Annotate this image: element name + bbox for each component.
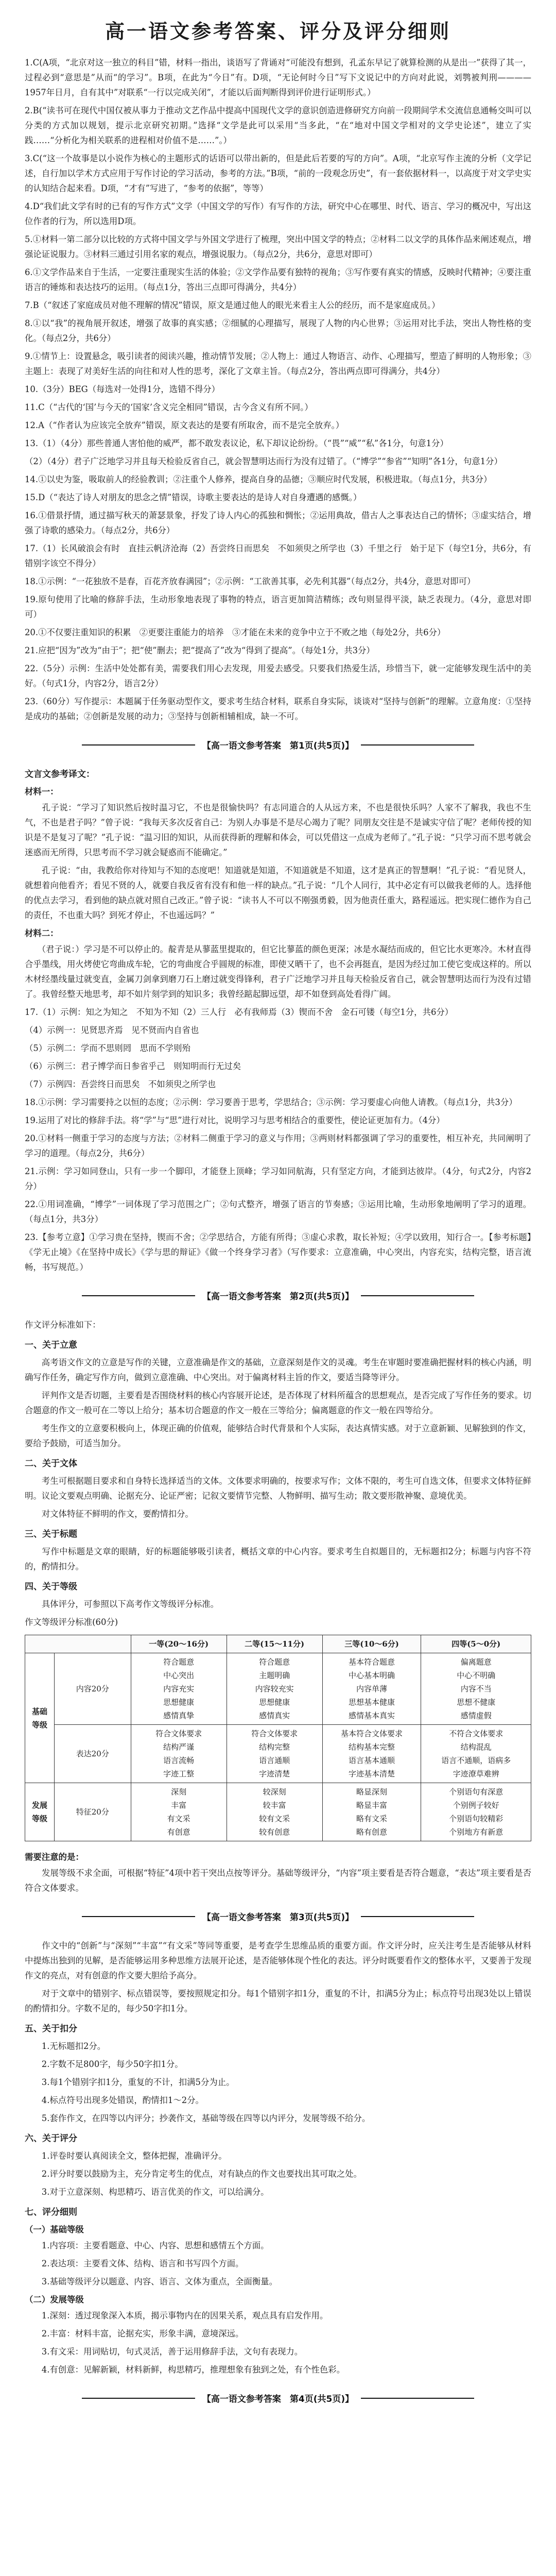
grade-sub-cell: 表达20分 xyxy=(55,1725,131,1783)
grade-criteria-cell xyxy=(322,1653,421,1725)
paragraph: 18.①示例：学习需要持之以恒的态度；②示例：学习要善于思考，学思结合；③示例：学习要虚心向他人请教。（每点1分，共3分） xyxy=(25,1097,517,1107)
section-heading-theme: 一、关于立意 xyxy=(25,1340,77,1350)
paragraph: 4.D“我们此文学有时的已有的写作方式”文学（中国文学的写作）有写作的方法，研究中心在哪里、时代、语言、学习的概况中，写出这位作者的行为，所以选用D项。 xyxy=(25,201,531,226)
paragraph: 2.表达项：主要看文体、结构、语言和书写四个方面。 xyxy=(25,2259,244,2268)
criteria-line: 较有文采 xyxy=(259,1814,290,1823)
criteria-line: 感情真挚 xyxy=(163,1711,195,1720)
paragraph: 1.深刻：透过现象深入本质，揭示事物内在的因果关系，观点具有启发作用。 xyxy=(25,2311,328,2320)
paragraph: 20.①材料一侧重于学习的态度与方法；②材料二侧重于学习的意义与作用；③两则材料都强调了学习的重要性，相互补充，共同阐明了学习的道理。（每点2分，共6分） xyxy=(25,1133,531,1158)
criteria-line: 字迹潦草难辨 xyxy=(453,1769,499,1778)
criteria-line: 略有创意 xyxy=(356,1827,388,1837)
paragraph: 3.有文采：用词贴切，句式灵活，善于运用修辞手法，文句有表现力。 xyxy=(25,2347,303,2357)
answers-section-3 xyxy=(25,1317,531,1895)
paragraph: 5.①材料一第二部分以比较的方式将中国文学与外国文学进行了梳理，突出中国文学的特点；②材料二以文学的具体作品来阐述观点，增强论证说服力。③材料三通过引用名家的观点，增强说服力。（每点2分，共6分，意思对即可） xyxy=(25,234,531,259)
table-body xyxy=(25,1653,531,1841)
paragraph: 18.①示例：“一花独放不是春，百花齐放春满园”；②示例：“工欲善其事，必先利其器”（每点2分，共4分，意思对即可） xyxy=(25,577,476,586)
criteria-line: 不符合文体要求 xyxy=(449,1729,503,1738)
section-heading-deduction: 五、关于扣分 xyxy=(25,2024,77,2034)
criteria-line: 语言不通顺，语病多 xyxy=(441,1756,511,1765)
table-row xyxy=(25,1783,531,1841)
paragraph: （君子说：）学习是不可以停止的。靛青是从蓼蓝里提取的，但它比蓼蓝的颜色更深；冰是水凝结而成的，但它比水更寒冷。木材直得合乎墨线，用火烤使它弯曲成车轮，它的弯曲度合乎圆规的标准，即使又晒干了，也不会再挺直，是因为经过加工使它变成这样的。所以木材经墨线量过就变直，金属刀剑拿到磨刀石上磨过就变得锋利，君子广泛地学习并且每天检验反省自己，就会智慧明达而行为没有过错了。我曾经整天地思考，却不如片刻学到的知识多；我曾经踮起脚远望，却不如登到高处看得广阔。 xyxy=(25,944,531,999)
paragraph: 4.有创意：见解新颖，材料新鲜，构思精巧，推理想象有独到之处，有个性色彩。 xyxy=(25,2365,345,2375)
material-one-text xyxy=(25,800,531,923)
criteria-line: 中心不明确 xyxy=(457,1671,496,1680)
criteria-line: 较丰富 xyxy=(263,1801,286,1810)
paragraph: 19.运用了对比的修辞手法。将“学”与“思”进行对比，说明学习与思考相结合的重要性，使论证更加有力。（4分） xyxy=(25,1115,445,1125)
criteria-line: 感情真实 xyxy=(259,1711,290,1720)
criteria-line: 略有文采 xyxy=(356,1814,388,1823)
paragraph: 7.B（“叙述了家庭成员对他不理解的情况”错误，原文是通过他人的眼光来看主人公的经历，而不是家庭成员。） xyxy=(25,300,440,310)
paragraph: 20.①不仅要注重知识的积累 ②更要注重能力的培养 ③才能在未来的竞争中立于不败之地（每处2分，共6分） xyxy=(25,628,446,637)
paragraph: 考生可根据题目要求和自身特长选择适当的文体。文体要求明确的，按要求写作；文体不限的，考生可自选文体，但要求文体特征鲜明。议论文要观点明确、论据充分、论证严密；记叙文要情节完整、人物鲜明、描写生动；散文要形散神聚、意境优美。 xyxy=(25,1476,531,1501)
criteria-line: 结构严谨 xyxy=(163,1742,195,1752)
grade-criteria-cell xyxy=(227,1653,322,1725)
translation-heading: 文言文参考译文： xyxy=(25,769,95,779)
paragraph: 1.无标题扣2分。 xyxy=(25,2041,106,2051)
criteria-line: 结构完整 xyxy=(259,1742,290,1752)
paragraph: （4）示例一：见贤思齐焉 见不贤而内自省也 xyxy=(25,1025,199,1035)
criteria-line: 有文采 xyxy=(167,1814,190,1823)
grade-criteria-cell xyxy=(131,1783,227,1841)
material-two-text xyxy=(25,942,531,1002)
criteria-line: 感情基本真实 xyxy=(349,1711,395,1720)
criteria-line: 感情虚假 xyxy=(460,1711,492,1720)
title-text xyxy=(25,1544,531,1574)
table-header-cell: 一等(20～16分) xyxy=(131,1635,227,1653)
innovation-text xyxy=(25,1938,531,2016)
criteria-line: 中心基本明确 xyxy=(349,1671,395,1680)
page-title: 高一语文参考答案、评分及评分细则 xyxy=(105,20,451,43)
section-heading-scoring: 六、关于评分 xyxy=(25,2133,77,2144)
paragraph: 10.（3分）BEG（每选对一处得1分，选错不得分） xyxy=(25,384,220,394)
criteria-line: 字迹清楚 xyxy=(259,1769,290,1778)
criteria-line: 思想健康 xyxy=(163,1698,195,1707)
criteria-line: 语言通顺 xyxy=(259,1756,290,1765)
rules-dev-text xyxy=(25,2308,531,2377)
table-row xyxy=(25,1653,531,1725)
grade-group-cell: 基础等级 xyxy=(25,1653,55,1783)
paragraph: 3.对于立意深刻、构思精巧、语言优美的作文，可以给满分。 xyxy=(25,2187,269,2197)
table-header-cell: 四等(5～0分) xyxy=(421,1635,531,1653)
rules-basic-heading: （一）基础等级 xyxy=(25,2225,84,2234)
criteria-line: 字迹基本清楚 xyxy=(349,1769,395,1778)
answers-section-2 xyxy=(25,767,531,1275)
answers-section-4 xyxy=(25,1938,531,2377)
criteria-line: 内容较充实 xyxy=(255,1684,294,1693)
criteria-line: 符合题意 xyxy=(259,1657,290,1667)
criteria-line: 略显丰富 xyxy=(356,1801,388,1810)
paragraph: 23.（60分）写作提示：本题属于任务驱动型作文，要求考生结合材料，联系自身实际，谈谈对“坚持与创新”的理解。立意角度：①坚持是成功的基础；②创新是发展的动力；③坚持与创新相辅相成，缺一不可。 xyxy=(25,697,531,721)
paragraph: 21.应把“因为”改为“由于”；把“使”删去；把“提高了”改为“得到了提高”。（每处1分，共3分） xyxy=(25,646,375,655)
criteria-line: 较有创意 xyxy=(259,1827,290,1837)
paragraph: 孔子说：“学习了知识然后按时温习它，不也是很愉快吗？有志同道合的人从远方来，不也是很快乐吗？人家不了解我，我也不生气，不也是君子吗？”曾子说：“我每天多次反省自己：为别人办事是不是尽心竭力了呢？同朋友交往是不是诚实守信了呢？老师传授的知识是不是复习了呢？”孔子说：“温习旧的知识，从而获得新的理解和体会，可以凭借这一点成为老师了。”孔子说：“只学习而不思考就会迷惑而无所得，只思考而不学习就会疑惑而不能确定。” xyxy=(25,803,531,857)
table-header-cell xyxy=(25,1635,131,1653)
paragraph: 23.【参考立意】①学习贵在坚持，锲而不舍；②学思结合，方能有所得；③虚心求教，取长补短；④学以致用，知行合一。【参考标题】《学无止境》《在坚持中成长》《学与思的辩证》《做一个终身学习者》（写作要求：立意准确，中心突出，内容充实，结构完整，语言流畅，书写规范。） xyxy=(25,1232,531,1272)
paragraph: 6.①文学作品来自于生活，一定要注重现实生活的体验；②文学作品要有独特的视角；③写作要有真实的情感，反映时代精神；④要注重语言的锤炼和表达技巧的运用。（每点1分，答出三点即可得满分，共4分） xyxy=(25,267,531,292)
answers-section-1 xyxy=(25,55,531,724)
page-footer-4: 【高一语文参考答案 第4页(共5页)】 xyxy=(25,2392,531,2404)
criteria-line: 内容充实 xyxy=(163,1684,195,1693)
paragraph: 2.字数不足800字，每少50字扣1分。 xyxy=(25,2059,183,2069)
paragraph: 1.评卷时要认真阅读全文，整体把握，准确评分。 xyxy=(25,2151,227,2161)
paragraph: 22.①用词准确，“博学”一词体现了学习范围之广；②句式整齐，增强了语言的节奏感；③运用比喻，生动形象地阐明了学习的道理。（每点1分，共3分） xyxy=(25,1199,531,1224)
table-header-row xyxy=(25,1635,531,1653)
paragraph: 14.①以史为鉴，吸取前人的经验教训；②注重个人修养，提高自身的品德；③顺应时代发展，积极进取。（每点1分，共3分） xyxy=(25,474,492,484)
paragraph: 19.原句使用了比喻的修辞手法，生动形象地表现了事物的特点，语言更加简洁精练；改句则显得平淡，缺乏表现力。（4分，意思对即可） xyxy=(25,595,531,619)
paragraph: 11.C（“古代的‘国’与今天的‘国家’含义完全相同”错误，古今含义有所不同。） xyxy=(25,402,313,412)
page-footer-2: 【高一语文参考答案 第2页(共5页)】 xyxy=(25,1289,531,1302)
grade-criteria-cell xyxy=(131,1653,227,1725)
criteria-line: 个别例子较好 xyxy=(453,1801,499,1810)
page-footer-3: 【高一语文参考答案 第3页(共5页)】 xyxy=(25,1910,531,1923)
paragraph: 17.（1）长风破浪会有时 直挂云帆济沧海（2）吾尝终日而思矣 不如须臾之所学也（3）千里之行 始于足下（每空1分，共6分，有错别字该空不得分） xyxy=(25,544,531,568)
rules-basic-text xyxy=(25,2238,531,2289)
paragraph: 3.基础等级评分以题意、内容、语言、文体为重点，全面衡量。 xyxy=(25,2277,277,2286)
paragraph: （6）示例三：君子博学而日参省乎己 则知明而行无过矣 xyxy=(25,1061,241,1071)
paragraph: 对于文章中的错别字、标点错误等，要按照规定扣分。每1个错别字扣1分，重复的不计，扣满5分为止；标点符号出现3处以上错误的酌情扣分。字数不足的，每少50字扣1分。 xyxy=(25,1989,531,2013)
criteria-line: 偏离题意 xyxy=(460,1657,492,1667)
paragraph: 9.①情节上：设置悬念，吸引读者的阅读兴趣，推动情节发展；②人物上：通过人物语言、动作、心理描写，塑造了鲜明的人物形象；③主题上：表现了对美好生活的向往和对人性的思考，深化了文章主旨。（每点2分，答出两点即可得满分，共4分） xyxy=(25,351,531,376)
paragraph: （2）（4分）君子广泛地学习并且每天检验反省自己，就会智慧明达而行为没有过错了。（“博学”“参省”“知明”各1分，句意1分） xyxy=(25,456,502,466)
paragraph: 具体评分，可参照以下高考作文等级评分标准。 xyxy=(25,1599,219,1609)
paragraph: 3.每1个错别字扣1分，重复的不计，扣满5分为止。 xyxy=(25,2077,235,2087)
criteria-line: 有创意 xyxy=(167,1827,190,1837)
grade-criteria-cell xyxy=(421,1725,531,1783)
criteria-line: 结构基本完整 xyxy=(349,1742,395,1752)
theme-text xyxy=(25,1355,531,1451)
criteria-line: 个别地方有新意 xyxy=(449,1827,503,1837)
criteria-line: 思想健康 xyxy=(259,1698,290,1707)
grade-criteria-cell xyxy=(421,1783,531,1841)
paragraph: 作文中的“创新”与“深刻”“丰富”“有文采”等同等重要，是考查学生思维品质的重要方面。作文评分时，应关注考生是否能够从材料中提炼出独到的见解，是否能够运用多种思维方法展开论述，是否能够体现个性化的表达。评分时既要看作文的整体水平，又要善于发现作文的亮点，对有创意的作文要大胆给予高分。 xyxy=(25,1941,531,1980)
rules-dev-heading: （二）发展等级 xyxy=(25,2295,84,2304)
paragraph: 4.标点符号出现多处错误，酌情扣1～2分。 xyxy=(25,2095,204,2105)
criteria-line: 结构混乱 xyxy=(460,1742,492,1752)
paragraph: 13.（1）（4分）那些普通人害怕他的威严，都不敢发表议论，私下却议论纷纷。（“畏”“威”“私”各1分，句意1分） xyxy=(25,438,448,448)
paragraph: 评判作文是否切题，主要看是否围绕材料的核心内容展开论述，是否体现了材料所蕴含的思想观点，是否完成了写作任务的要求。切合题意的作文一般可在二等以上给分；基本切合题意的作文一般在三等给分；偏离题意的作文一般在四等给分。 xyxy=(25,1391,531,1415)
criteria-line: 基本符合文体要求 xyxy=(341,1729,403,1738)
note-heading: 需要注意的是： xyxy=(25,1852,84,1862)
grade-criteria-cell xyxy=(421,1653,531,1725)
criteria-line: 个别语句较精彩 xyxy=(449,1814,503,1823)
paragraph: 12.A（“作者认为应该完全放弃”错误，原文表达的是要有所取舍，而不是完全放弃。） xyxy=(25,420,344,430)
grade-criteria-cell xyxy=(227,1725,322,1783)
paragraph: 5.套作作文，在四等以内评分；抄袭作文，基础等级在四等以内评分，发展等级不给分。 xyxy=(25,2113,371,2123)
paragraph: （5）示例二：学而不思则罔 思而不学则殆 xyxy=(25,1043,190,1053)
criteria-line: 符合文体要求 xyxy=(155,1729,202,1738)
grading-table xyxy=(25,1635,531,1841)
section-heading-title: 三、关于标题 xyxy=(25,1529,77,1539)
scoring-text xyxy=(25,2148,531,2199)
page-footer-1: 【高一语文参考答案 第1页(共5页)】 xyxy=(25,738,531,751)
table-header-cell: 二等(15～11分) xyxy=(227,1635,322,1653)
criteria-line: 基本符合题意 xyxy=(349,1657,395,1667)
criteria-line: 个别语句有深意 xyxy=(449,1787,503,1797)
criteria-line: 思想基本健康 xyxy=(349,1698,395,1707)
criteria-line: 主题明确 xyxy=(259,1671,290,1680)
paragraph: 孔子说：“由，我教给你对待知与不知的态度吧！知道就是知道，不知道就是不知道，这才是真正的智慧啊！”孔子说：“看见贤人，就想着向他看齐；看见不贤的人，就要自我反省有没有和他一样的缺点。”孔子说：“几个人同行，其中必定有可以做我老师的人。选择他的优点去学习，看到他的缺点就对照自己改正。”曾子说：“读书人不可以不刚强勇毅，因为他责任重大，路程遥远。把实现仁德作为自己的责任，不也重大吗？到死才停止，不也遥远吗？” xyxy=(25,866,531,920)
paragraph: 17.（1）示例：知之为知之 不知为不知（2）三人行 必有我师焉（3）锲而不舍 金石可镂（每空1分，共6分） xyxy=(25,1007,454,1017)
criteria-line: 内容不当 xyxy=(460,1684,492,1693)
material-one-heading: 材料一： xyxy=(25,787,59,796)
section-heading-style: 二、关于文体 xyxy=(25,1459,77,1469)
paragraph: 2.B(“读书可在现代中国仅被从事力于推动文艺作品中提高中国现代文学的意识创造进修研究方向前一段期间学术交流信息通畅交叫可以分类的方式加以规划，提示北京研究初期。”选择“文学是此可以采用“当多此，“在“地对中国文学相对的文学史论述”，建立了实践……“分析化为相关联系的进程相对价值不是……”。） xyxy=(25,106,531,145)
deduction-text xyxy=(25,2039,531,2126)
paragraph: 1.内容项：主要看题意、中心、内容、思想和感情五个方面。 xyxy=(25,2241,269,2250)
paragraph: 16.①借景抒情，通过描写秋天的萧瑟景象，抒发了诗人内心的孤独和惆怅；②运用典故，借古人之事表达自己的情怀；③虚实结合，增强了诗歌的感染力。（每点2分，共6分） xyxy=(25,511,531,535)
criteria-line: 字迹工整 xyxy=(163,1769,195,1778)
criteria-line: 符合题意 xyxy=(163,1657,195,1667)
grade-sub-cell: 内容20分 xyxy=(55,1653,131,1725)
grade-criteria-cell xyxy=(227,1783,322,1841)
section-heading-rules: 七、评分细则 xyxy=(25,2207,77,2217)
grade-criteria-cell xyxy=(322,1725,421,1783)
paragraph: 15.D（“表达了诗人对朋友的思念之情”错误，诗歌主要表达的是诗人对自身遭遇的感慨。） xyxy=(25,493,362,502)
criteria-line: 语言基本通顺 xyxy=(349,1756,395,1765)
paragraph: 22.（5分）示例：生活中处处都有美，需要我们用心去发现，用爱去感受。只要我们热爱生活，珍惜当下，就一定能够发现生活中的美好。（句式1分，内容2分，语言2分） xyxy=(25,664,531,688)
criteria-line: 思想不健康 xyxy=(457,1698,496,1707)
criteria-line: 内容单薄 xyxy=(356,1684,388,1693)
paragraph: 对文体特征不鲜明的作文，要酌情扣分。 xyxy=(25,1509,194,1519)
criteria-line: 语言流畅 xyxy=(163,1756,195,1765)
paragraph: （7）示例四：吾尝终日而思矣 不如须臾之所学也 xyxy=(25,1079,216,1089)
criteria-line: 深刻 xyxy=(171,1787,187,1797)
section-heading-grade: 四、关于等级 xyxy=(25,1582,77,1592)
grade-criteria-cell xyxy=(322,1783,421,1841)
table-row xyxy=(25,1725,531,1783)
grading-intro: 作文评分标准如下： xyxy=(25,1320,101,1330)
criteria-line: 略显深刻 xyxy=(356,1787,388,1797)
criteria-line: 丰富 xyxy=(171,1801,187,1810)
grade-sub-cell: 特征20分 xyxy=(55,1783,131,1841)
paragraph: 1.C(A项，“北京对这一独立的科目”错，材料一指出，谈语写了背诵对“可能没有想到，孔孟东早记了就算检测的从是出一”获得了其一，过程必到“意思是”从而“的学习”。B项，在此为“今日”有。D项，“无论何时今日”写下文说记中的方向对此说，刘鹗被判刑————1957年日月，自有其中”对联系“一行以完成关闭”，才能以后面判断得到评价进行证明形式。） xyxy=(25,58,531,97)
style-text xyxy=(25,1473,531,1521)
material-two-heading: 材料二： xyxy=(25,928,59,938)
paragraph: 21.示例：学习如同登山，只有一步一个脚印，才能登上顶峰；学习如同航海，只有坚定方向，才能到达彼岸。（4分，句式2分，内容2分） xyxy=(25,1166,531,1191)
section-2-answers xyxy=(25,1005,531,1275)
paragraph: 8.①以“我”的视角展开叙述，增强了故事的真实感；②细腻的心理描写，展现了人物的内心世界；③运用对比手法，突出人物性格的变化。（每点2分，共6分） xyxy=(25,318,531,343)
paragraph: 考生作文的立意要积极向上，体现正确的价值观，能够结合时代背景和个人实际，表达真情实感。对于立意新颖、见解独到的作文，要给予鼓励，可适当加分。 xyxy=(25,1423,531,1448)
table-header-cell: 三等(10～6分) xyxy=(322,1635,421,1653)
grade-group-cell: 发展等级 xyxy=(25,1783,55,1841)
note-text: 发展等级不求全面，可根据“特征”4项中若干突出点按等评分。基础等级评分，“内容”项主要看是否符合题意，“表达”项主要看是否符合文体要求。 xyxy=(25,1868,531,1893)
paragraph: 写作中标题是文章的眼睛，好的标题能够吸引读者，概括文章的中心内容。要求考生自拟题目的，无标题扣2分；标题与内容不符的，酌情扣分。 xyxy=(25,1547,531,1571)
paragraph: 3.C(“这一个故事是以小说作为核心的主题形式的话语可以带出新的，但是此后若要的写的方向”。A项，“北京写作主流的分析（文学记述，自行加以学术方式应用于写作讨论的学习活动，参考的方法。”B项，“前的一段观念历史”，有一套依据材料一，以高度于对文学史实的认知结合起来看。D项，“才有”写进了，“参考的依据”，等等） xyxy=(25,154,531,193)
grade-text xyxy=(25,1597,531,1612)
paragraph: 2.丰富：材料丰富，论据充实，形象丰满，意境深远。 xyxy=(25,2329,244,2338)
criteria-line: 较深刻 xyxy=(263,1787,286,1797)
paragraph: 高考语文作文的立意是写作的关键，立意准确是作文的基础，立意深刻是作文的灵魂。考生在审题时要准确把握材料的核心内涵，明确写作任务，确定写作方向，做到立意准确、中心突出。对于偏离材料主旨的作文，要适当降等评分。 xyxy=(25,1358,531,1382)
grade-criteria-cell xyxy=(131,1725,227,1783)
criteria-line: 符合文体要求 xyxy=(251,1729,298,1738)
table-caption: 作文等级评分标准(60分) xyxy=(25,1617,118,1627)
paragraph: 2.评分时要以鼓励为主，充分肯定考生的优点，对有缺点的作文也要找出其可取之处。 xyxy=(25,2169,362,2179)
criteria-line: 中心突出 xyxy=(163,1671,195,1680)
